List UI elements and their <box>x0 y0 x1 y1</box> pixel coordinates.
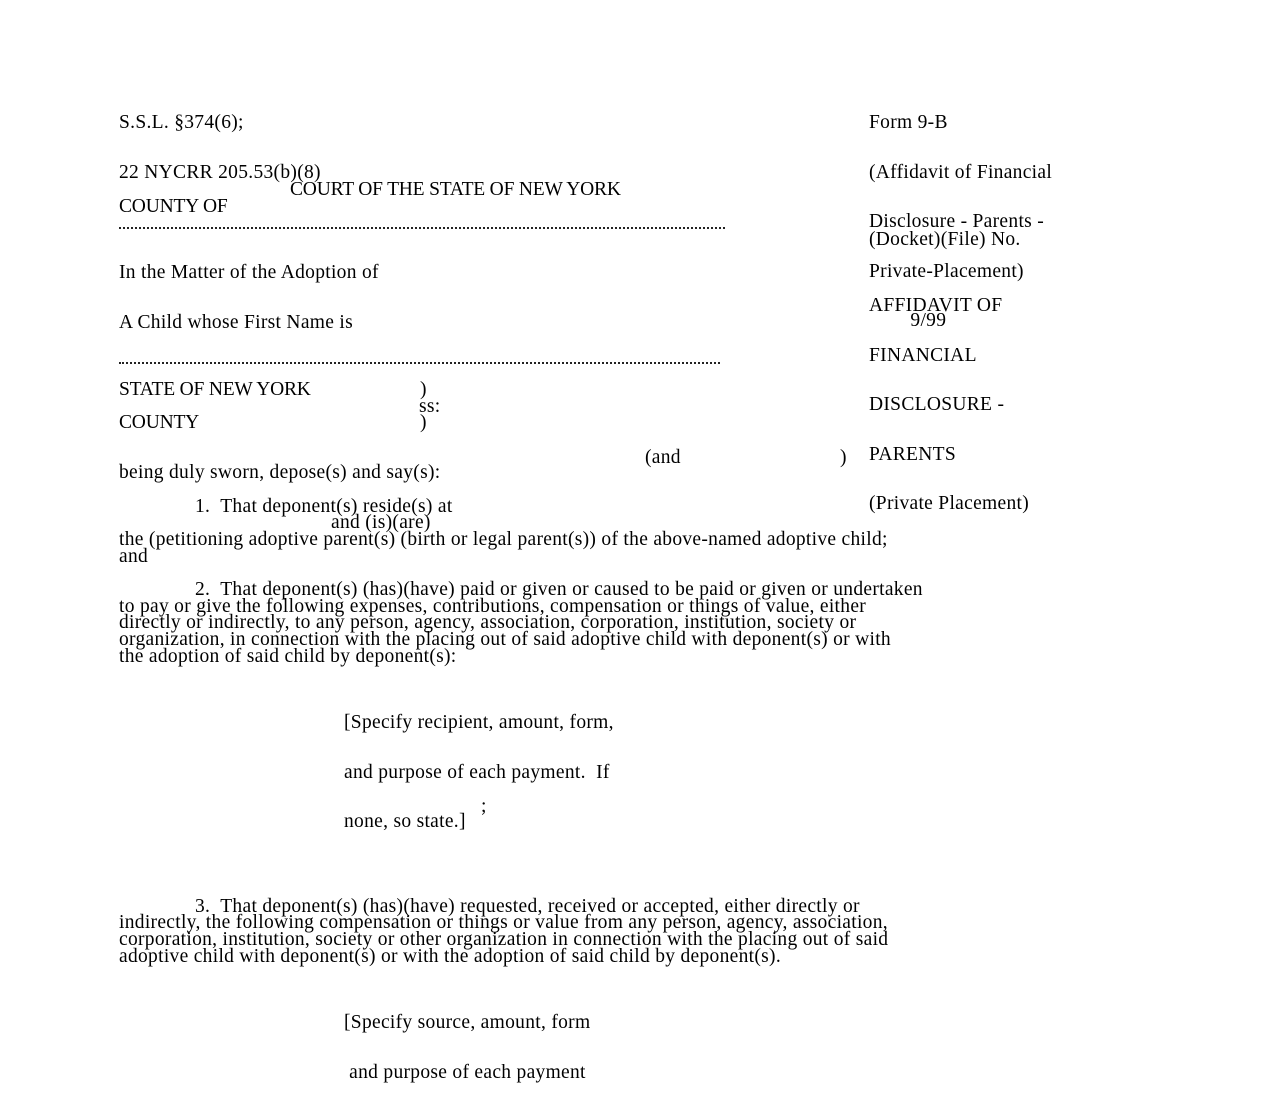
form-line: Disclosure - Parents - <box>869 211 1045 232</box>
para2-line: to pay or give the following expenses, contributions, compensation or things of value, either <box>119 596 867 617</box>
para3-instruction <box>344 982 590 1098</box>
venue-ss: ss: <box>419 396 441 417</box>
title-line: (Private Placement) <box>869 493 1030 514</box>
statute-line: 22 NYCRR 205.53(b)(8) <box>119 161 321 183</box>
venue-paren-bottom: ) <box>420 412 427 433</box>
para1-line2: and (is)(are) <box>331 512 431 533</box>
title-line: DISCLOSURE - <box>869 394 1005 415</box>
para2-line: directly or indirectly, to any person, agency, association, corporation, institution, society or <box>119 612 857 633</box>
caption-divider-bottom <box>119 362 720 364</box>
form-line: Form 9-B <box>869 112 948 133</box>
county-of-label: COUNTY OF <box>119 196 228 217</box>
matter-caption <box>119 232 379 348</box>
title-line: AFFIDAVIT OF <box>869 295 1003 316</box>
instruction-line: [Specify source, amount, form <box>344 1012 591 1033</box>
venue-paren-top: ) <box>420 379 427 400</box>
instruction-line: and purpose of each payment. If <box>344 761 610 783</box>
title-line: PARENTS <box>869 443 956 465</box>
title-line: FINANCIAL <box>869 344 977 366</box>
caption-divider-top <box>119 227 725 229</box>
docket-file-label: (Docket)(File) No. <box>869 229 1021 250</box>
para3-line: indirectly, the following compensation or things or value from any person, agency, association, <box>119 912 888 933</box>
oath-and-open: (and <box>645 447 681 468</box>
court-title: COURT OF THE STATE OF NEW YORK <box>290 179 621 200</box>
venue-county: COUNTY <box>119 412 200 433</box>
instruction-line: [Specify recipient, amount, form, <box>344 712 614 733</box>
para2-line: 2. That deponent(s) (has)(have) paid or given or caused to be paid or given or undertaken <box>195 579 923 600</box>
para2-line: organization, in connection with the placing out of said adoptive child with deponent(s) or with <box>119 629 891 650</box>
matter-line: A Child whose First Name is <box>119 311 353 333</box>
form-line: (Affidavit of Financial <box>869 161 1053 183</box>
venue-state: STATE OF NEW YORK <box>119 379 311 400</box>
para2-line: the adoption of said child by deponent(s): <box>119 646 457 667</box>
para1-line3: the (petitioning adoptive parent(s) (birth or legal parent(s)) of the above-named adoptive child; <box>119 529 888 550</box>
instruction-line: none, so state.] <box>344 811 466 832</box>
para1-line4: and <box>119 546 149 567</box>
form-date: 9/99 <box>869 310 947 331</box>
para3-line: adoptive child with deponent(s) or with the adoption of said child by deponent(s). <box>119 946 782 967</box>
para3-line: corporation, institution, society or other organization in connection with the placing out of said <box>119 929 889 950</box>
instruction-line: and purpose of each payment <box>344 1061 586 1083</box>
matter-line: In the Matter of the Adoption of <box>119 262 379 283</box>
form-line: Private-Placement) <box>869 260 1024 282</box>
statute-line: S.S.L. §374(6); <box>119 112 244 133</box>
para2-instruction <box>344 682 614 847</box>
oath-sworn: being duly sworn, depose(s) and say(s): <box>119 462 441 483</box>
para2-semicolon: ; <box>481 796 487 817</box>
document-title <box>869 265 1029 529</box>
para1-line1: 1. That deponent(s) reside(s) at <box>195 496 453 517</box>
oath-and-close: ) <box>840 447 847 468</box>
para3-line: 3. That deponent(s) (has)(have) requested, received or accepted, either directly or <box>195 896 860 917</box>
